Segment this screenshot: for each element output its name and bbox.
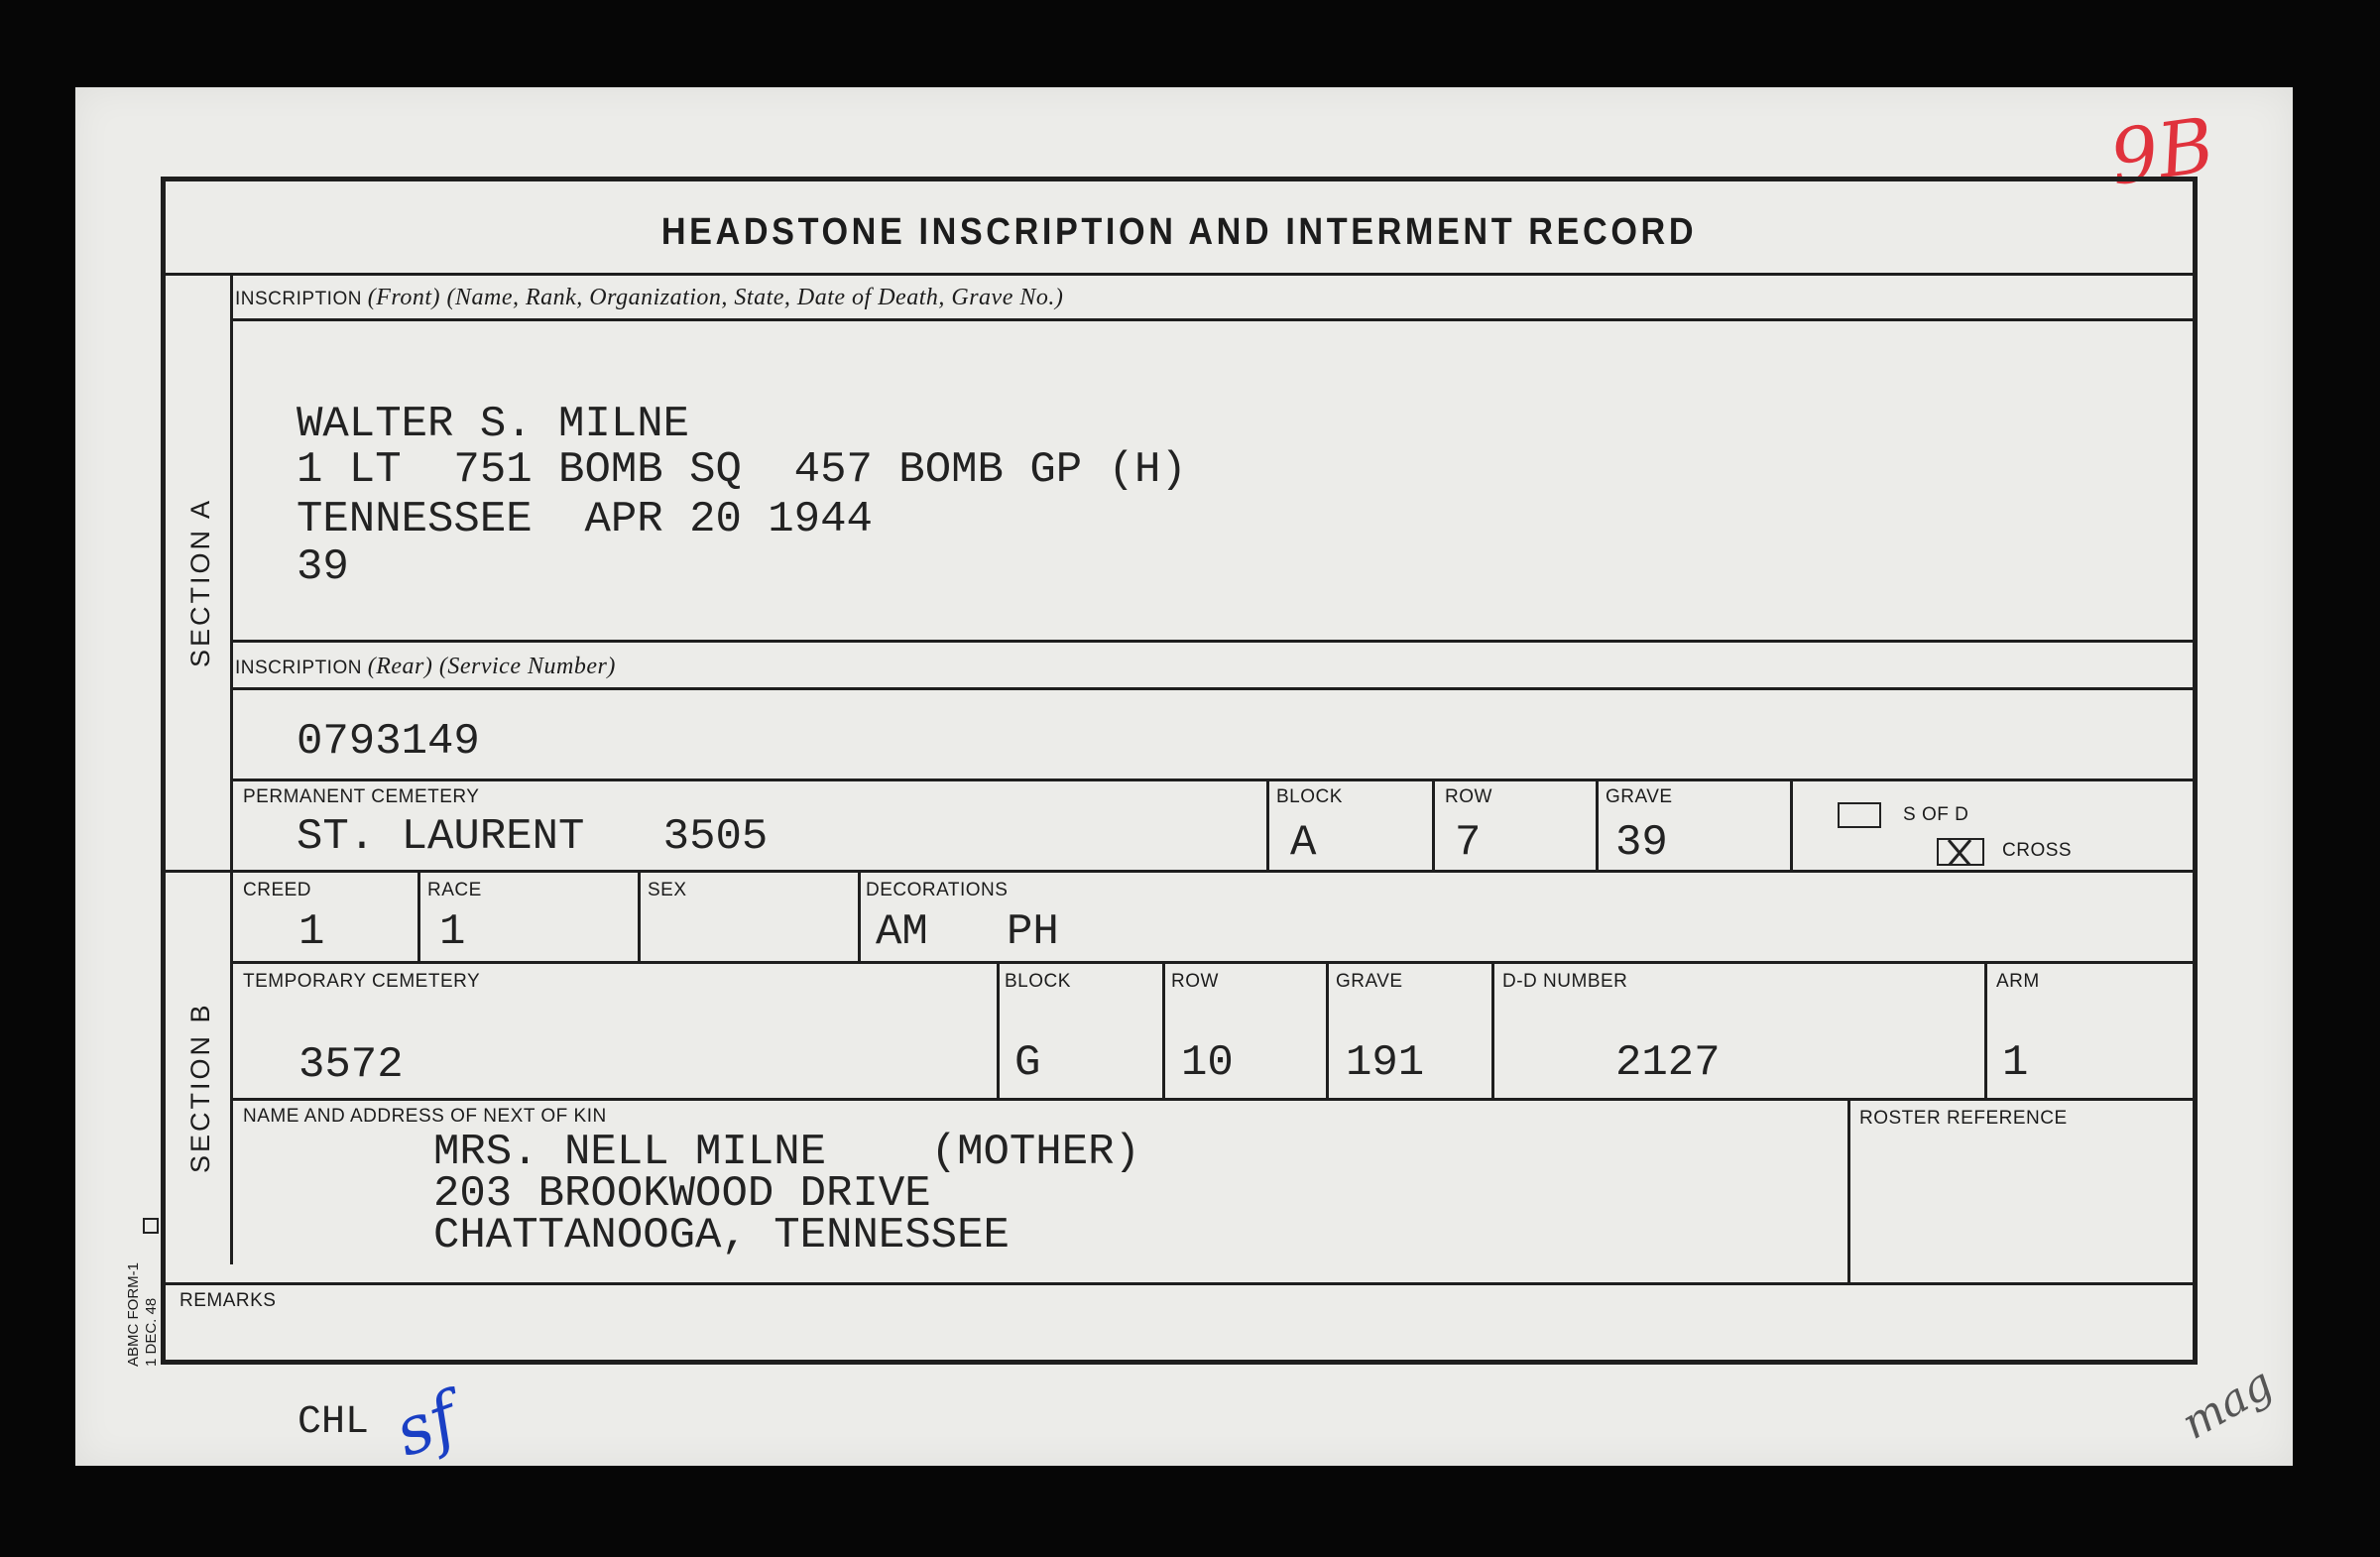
next-of-kin-line-3: CHATTANOOGA, TENNESSEE [433,1211,1010,1260]
temp-block-label: BLOCK [1005,971,1071,992]
arm-label: ARM [1996,971,2040,992]
next-of-kin-line-1: MRS. NELL MILNE (MOTHER) [433,1128,1140,1177]
temporary-cemetery-label: TEMPORARY CEMETERY [243,971,481,992]
temp-row-value: 10 [1181,1038,1234,1088]
creed-value: 1 [298,907,325,957]
inscription-front-line-2: 1 LT 751 BOMB SQ 457 BOMB GP (H) [297,445,1187,495]
race-value: 1 [439,907,466,957]
typed-initials: CHL [298,1400,370,1445]
inscription-front-line-3: TENNESSEE APR 20 1944 [297,495,873,544]
x-check-icon [1939,840,1982,864]
roster-reference-label: ROSTER REFERENCE [1859,1108,2068,1129]
service-number: 0793149 [297,717,480,767]
temp-grave-value: 191 [1346,1038,1425,1088]
decorations-label: DECORATIONS [866,880,1009,900]
perm-grave-label: GRAVE [1606,786,1673,807]
cross-checkbox[interactable] [1937,838,1984,866]
form-id: ABMC FORM-1 1 DEC. 48 [125,1262,160,1367]
s-of-d-checkbox[interactable] [1838,802,1881,828]
perm-block-label: BLOCK [1276,786,1343,807]
perm-row-label: ROW [1445,786,1492,807]
race-label: RACE [427,880,482,900]
temp-row-label: ROW [1171,971,1219,992]
red-handwritten-mark: 9B [2104,100,2219,202]
pencil-handwritten-mark: mag [2173,1358,2282,1450]
blue-handwritten-initials: sf [385,1378,468,1473]
arm-value: 1 [2002,1038,2029,1088]
decorations-value: AM PH [876,907,1059,957]
form-title: HEADSTONE INSCRIPTION AND INTERMENT RECORD [660,211,1698,253]
perm-row-value: 7 [1455,818,1482,868]
section-a-label: SECTION A [185,497,215,667]
form-frame [161,177,2198,1365]
next-of-kin-label: NAME AND ADDRESS OF NEXT OF KIN [243,1106,607,1127]
next-of-kin-line-2: 203 BROOKWOOD DRIVE [433,1169,931,1219]
inscription-rear-label: INSCRIPTION (Rear) (Service Number) [235,654,616,679]
permanent-cemetery-label: PERMANENT CEMETERY [243,786,480,807]
perm-grave-value: 39 [1615,818,1668,868]
inscription-front-line-1: WALTER S. MILNE [297,400,690,449]
temp-grave-label: GRAVE [1336,971,1403,992]
remarks-label: REMARKS [179,1290,277,1311]
section-b-label: SECTION B [185,1002,215,1173]
inscription-front-label: INSCRIPTION (Front) (Name, Rank, Organization, State, Date of Death, Grave No.) [235,285,1064,310]
dd-number-value: 2127 [1615,1038,1721,1088]
temp-block-value: G [1014,1038,1041,1088]
s-of-d-label: S OF D [1903,804,1969,825]
creed-label: CREED [243,880,312,900]
form-id-box [143,1218,159,1234]
permanent-cemetery-value: ST. LAURENT 3505 [297,812,769,862]
perm-block-value: A [1290,818,1317,868]
sex-label: SEX [648,880,687,900]
inscription-front-line-4: 39 [297,542,349,592]
dd-number-label: D-D NUMBER [1502,971,1628,992]
cross-label: CROSS [2002,840,2073,861]
temporary-cemetery-value: 3572 [298,1040,404,1090]
